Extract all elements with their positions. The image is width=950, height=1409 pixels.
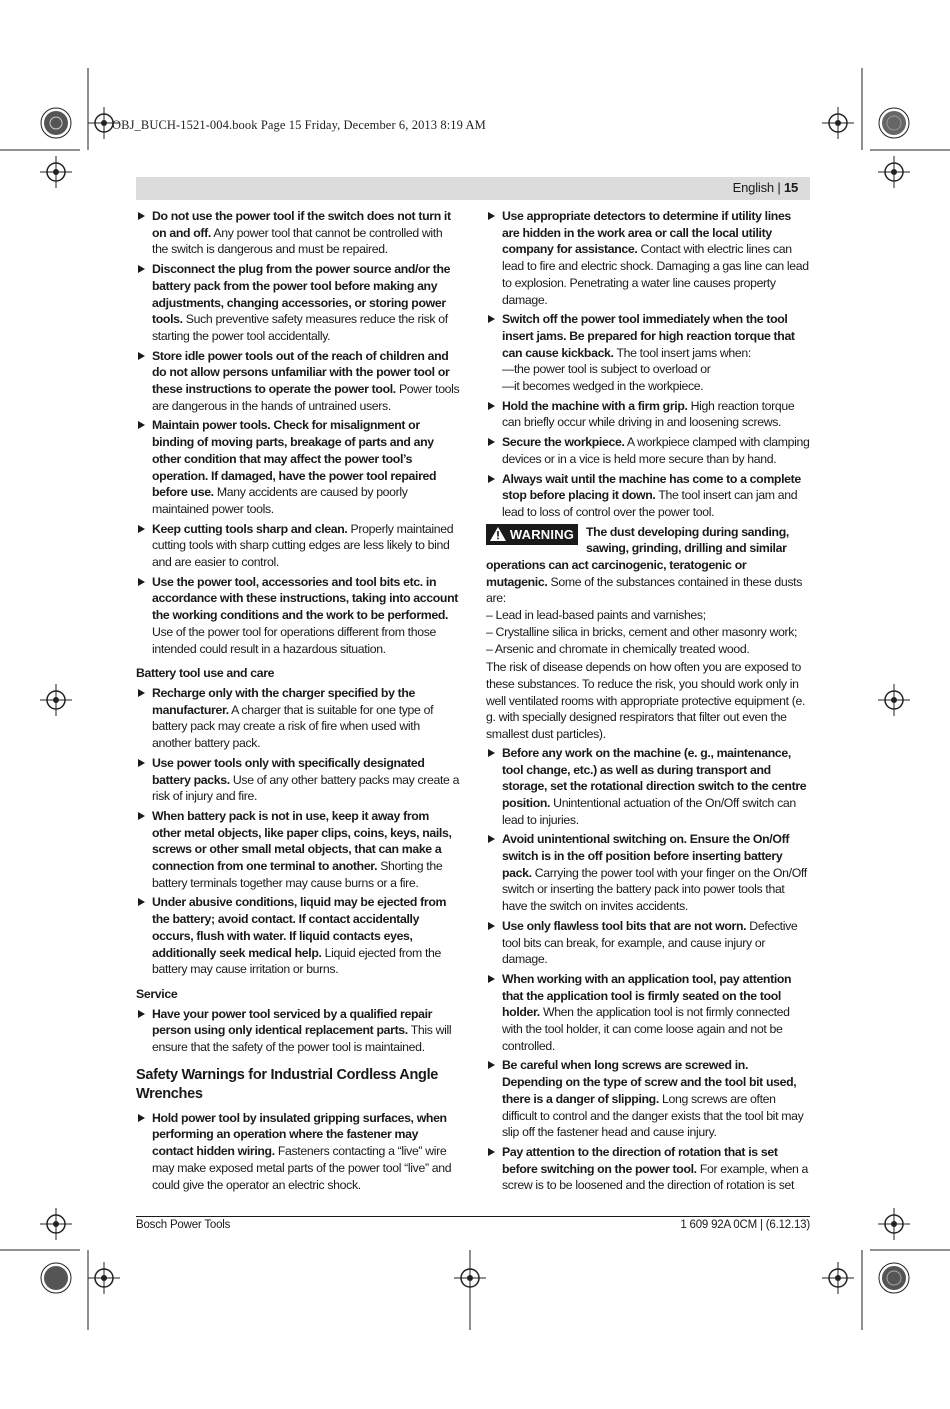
item-bold: Keep cutting tools sharp and clean. xyxy=(152,521,348,536)
safety-item xyxy=(486,971,810,1055)
item-text: Use of any other battery packs may create a risk of injury and fire. xyxy=(152,772,460,804)
safety-item xyxy=(486,1144,810,1194)
safety-item xyxy=(136,521,461,571)
item-text: For example, when a screw is to be loosened and the direction of rotation is set xyxy=(502,1161,808,1193)
item-bold: Maintain power tools. Check for misalignment or binding of moving parts, breakage of parts and any other condition that may affect the power tool’s operation. If damaged, have the power tool repaired before use. xyxy=(152,418,437,500)
safety-item xyxy=(486,1057,810,1141)
item-text: Properly maintained cutting tools with sharp cutting edges are less likely to bind and are easier to control. xyxy=(152,521,454,570)
registration-mark-right-middle xyxy=(874,680,914,720)
item-text: Carrying the power tool with your finger on the On/Off switch or inserting the battery pack into power tools that have the switch on invites accidents. xyxy=(502,865,807,914)
item-text: The tool insert can jam and lead to loss of control over the power tool. xyxy=(502,488,798,519)
sub-item: —it becomes wedged in the workpiece. xyxy=(502,379,704,394)
item-text: Contact with electric lines can lead to fire and electric shock. Damaging a gas line can lead to explosion. Penetrating a water line causes property damage. xyxy=(502,242,809,307)
safety-item xyxy=(136,755,461,805)
safety-item xyxy=(136,574,461,658)
crop-mark-top-left xyxy=(0,0,160,160)
crop-mark-bottom-right xyxy=(790,1180,950,1409)
item-bold: Recharge only with the charger specified by the manufacturer. xyxy=(152,685,416,717)
battery-heading: Battery tool use and care xyxy=(136,666,275,681)
safety-item xyxy=(486,434,810,467)
dust-list-item: – Lead in lead-based paints and varnishes; xyxy=(486,608,706,623)
item-bold: Use the power tool, accessories and tool bits etc. in accordance with these instructions, taking into account the working conditions and the work to be performed. xyxy=(152,574,458,623)
item-bold: Hold the machine with a firm grip. xyxy=(502,398,688,413)
print-slug: OBJ_BUCH-1521-004.book Page 15 Friday, December 6, 2013 8:19 AM xyxy=(112,118,486,132)
footer-doc-number: 1 609 92A 0CM | (6.12.13) xyxy=(680,1219,810,1231)
safety-item xyxy=(136,1110,461,1194)
item-bold: Use appropriate detectors to determine if utility lines are hidden in the work area or call the local utility company for assistance. xyxy=(502,209,791,257)
safety-item xyxy=(486,208,810,308)
dust-list-item: – Arsenic and chromate in chemically treated wood. xyxy=(486,641,750,656)
footer-rule xyxy=(136,1216,810,1217)
item-text: Liquid ejected from the battery may cause irritation or burns. xyxy=(152,945,442,977)
item-bold: Secure the workpiece. xyxy=(502,435,625,450)
registration-mark-left-middle xyxy=(36,680,76,720)
safety-item xyxy=(136,417,461,517)
item-text: Such preventive safety measures reduce the risk of starting the power tool accidentally. xyxy=(152,312,448,343)
item-text: Many accidents are caused by poorly maintained power tools. xyxy=(152,485,408,516)
item-bold: Switch off the power tool immediately when the tool insert jams. Be prepared for high reaction torque that can cause kickback. xyxy=(502,312,795,360)
registration-mark-bottom-center xyxy=(430,1250,510,1350)
item-text: Fasteners contacting a “live” wire may make exposed metal parts of the power tool “live” and could give the operator an electric shock. xyxy=(152,1144,452,1192)
warning-badge-label: WARNING xyxy=(509,526,575,542)
dust-risk-paragraph: The risk of disease depends on how often you are exposed to these substances. To reduce the risk, you should work only in well ventilated rooms with appropriate protective equipment (e. g. with specially designed respirators that filter out even the smallest dust particles). xyxy=(486,660,806,742)
right-column xyxy=(486,208,810,1197)
item-text: This will ensure that the safety of the power tool is maintained. xyxy=(152,1023,452,1055)
item-text: Any power tool that cannot be controlled with the switch is dangerous and must be repaired. xyxy=(152,225,443,257)
item-bold: Always wait until the machine has come to a complete stop before placing it down. xyxy=(502,471,801,503)
item-bold: Use power tools only with specifically designated battery packs. xyxy=(152,755,425,787)
item-bold: Before any work on the machine (e. g., maintenance, tool change, etc.) as well as during transport and storage, set the rotational direction switch to the centre position. xyxy=(502,745,807,810)
dust-warning xyxy=(486,524,810,658)
header-text xyxy=(733,180,798,195)
warning-bold: The dust developing during sanding, sawing, grinding, drilling and similar operations can act carcinogenic, teratogenic or mutagenic. xyxy=(486,524,789,589)
dust-list-item: – Crystalline silica in bricks, cement and other masonry work; xyxy=(486,624,798,639)
safety-item xyxy=(136,808,461,892)
item-bold: Disconnect the plug from the power source and/or the battery pack from the power tool before making any adjustments, changing accessories, or storing power tools. xyxy=(152,262,451,327)
item-bold: Use only flawless tool bits that are not worn. xyxy=(502,918,747,933)
left-column xyxy=(136,208,461,1196)
item-bold: Store idle power tools out of the reach of children and do not allow persons unfamiliar with the power tool or these instructions to operate the power tool. xyxy=(152,348,450,397)
item-bold: Pay attention to the direction of rotation that is set before switching on the power tool. xyxy=(502,1144,778,1176)
page-header xyxy=(136,177,810,200)
safety-item xyxy=(136,208,461,258)
item-bold: Avoid unintentional switching on. Ensure the On/Off switch is in the off position before inserting battery pack. xyxy=(502,832,790,880)
safety-item xyxy=(136,685,461,752)
item-text: The tool insert jams when: xyxy=(613,345,751,360)
item-bold: Under abusive conditions, liquid may be ejected from the battery; avoid contact. If contact accidentally occurs, flush with water. If liquid contacts eyes, additionally seek medical help. xyxy=(152,895,447,960)
item-text: Defective tool bits can break, for example, and cause injury or damage. xyxy=(502,918,798,967)
safety-item xyxy=(486,831,810,915)
safety-item xyxy=(136,894,461,978)
item-text: When the application tool is not firmly connected with the tool holder, it can come loose again and not be controlled. xyxy=(502,1005,790,1053)
item-text: A workpiece clamped with clamping devices or in a vice is held more secure than by hand. xyxy=(502,435,810,466)
safety-item-jam xyxy=(486,311,810,395)
item-bold: Have your power tool serviced by a qualified repair person using only identical replacement parts. xyxy=(152,1006,433,1038)
safety-item xyxy=(486,398,810,431)
safety-item xyxy=(486,471,810,521)
section-heading: Safety Warnings for Industrial Cordless Angle Wrenches xyxy=(136,1066,439,1102)
page-number: 15 xyxy=(783,180,798,195)
item-text: Shorting the battery terminals together may cause burns or a fire. xyxy=(152,859,443,890)
service-heading: Service xyxy=(136,986,178,1001)
crop-mark-top-right xyxy=(790,0,950,200)
safety-item xyxy=(486,745,810,829)
item-bold: Be careful when long screws are screwed in. Depending on the type of screw and the tool bit used, there is a danger of slipping. xyxy=(502,1058,797,1106)
crop-mark-bottom-left xyxy=(0,1180,160,1409)
item-bold: When working with an application tool, pay attention that the application tool is firmly seated on the tool holder. xyxy=(502,971,792,1020)
header-language: English xyxy=(732,180,774,195)
item-bold: Hold power tool by insulated gripping surfaces, when performing an operation where the fastener may contact hidden wiring. xyxy=(152,1110,447,1159)
item-text: Use of the power tool for operations different from those intended could result in a hazardous situation. xyxy=(152,624,436,656)
warning-triangle-icon xyxy=(490,527,506,541)
safety-item xyxy=(136,1006,461,1056)
item-text: A charger that is suitable for one type of battery pack may create a risk of fire when used with another battery pack. xyxy=(152,702,434,751)
safety-item xyxy=(136,261,461,345)
item-bold: Do not use the power tool if the switch does not turn it on and off. xyxy=(152,209,451,240)
footer-brand: Bosch Power Tools xyxy=(136,1219,231,1231)
sub-item: —the power tool is subject to overload or xyxy=(502,362,711,377)
item-text: Unintentional actuation of the On/Off switch can lead to injuries. xyxy=(502,795,796,827)
warning-badge xyxy=(486,524,578,545)
item-text: High reaction torque can briefly occur while driving in and loosening screws. xyxy=(502,398,795,430)
item-text: Long screws are often difficult to control and the danger exists that the tool bit may slip off the fastener head and cause injury. xyxy=(502,1091,804,1140)
safety-item xyxy=(136,348,461,415)
safety-item xyxy=(486,918,810,968)
item-bold: When battery pack is not in use, keep it away from other metal objects, like paper clips, coins, keys, nails, screws or other small metal objects, that can make a connection from one terminal to another. xyxy=(152,808,452,874)
item-text: Power tools are dangerous in the hands of untrained users. xyxy=(152,382,460,413)
header-separator: | xyxy=(773,180,784,195)
warning-text: Some of the substances contained in these dusts are: xyxy=(486,574,803,606)
